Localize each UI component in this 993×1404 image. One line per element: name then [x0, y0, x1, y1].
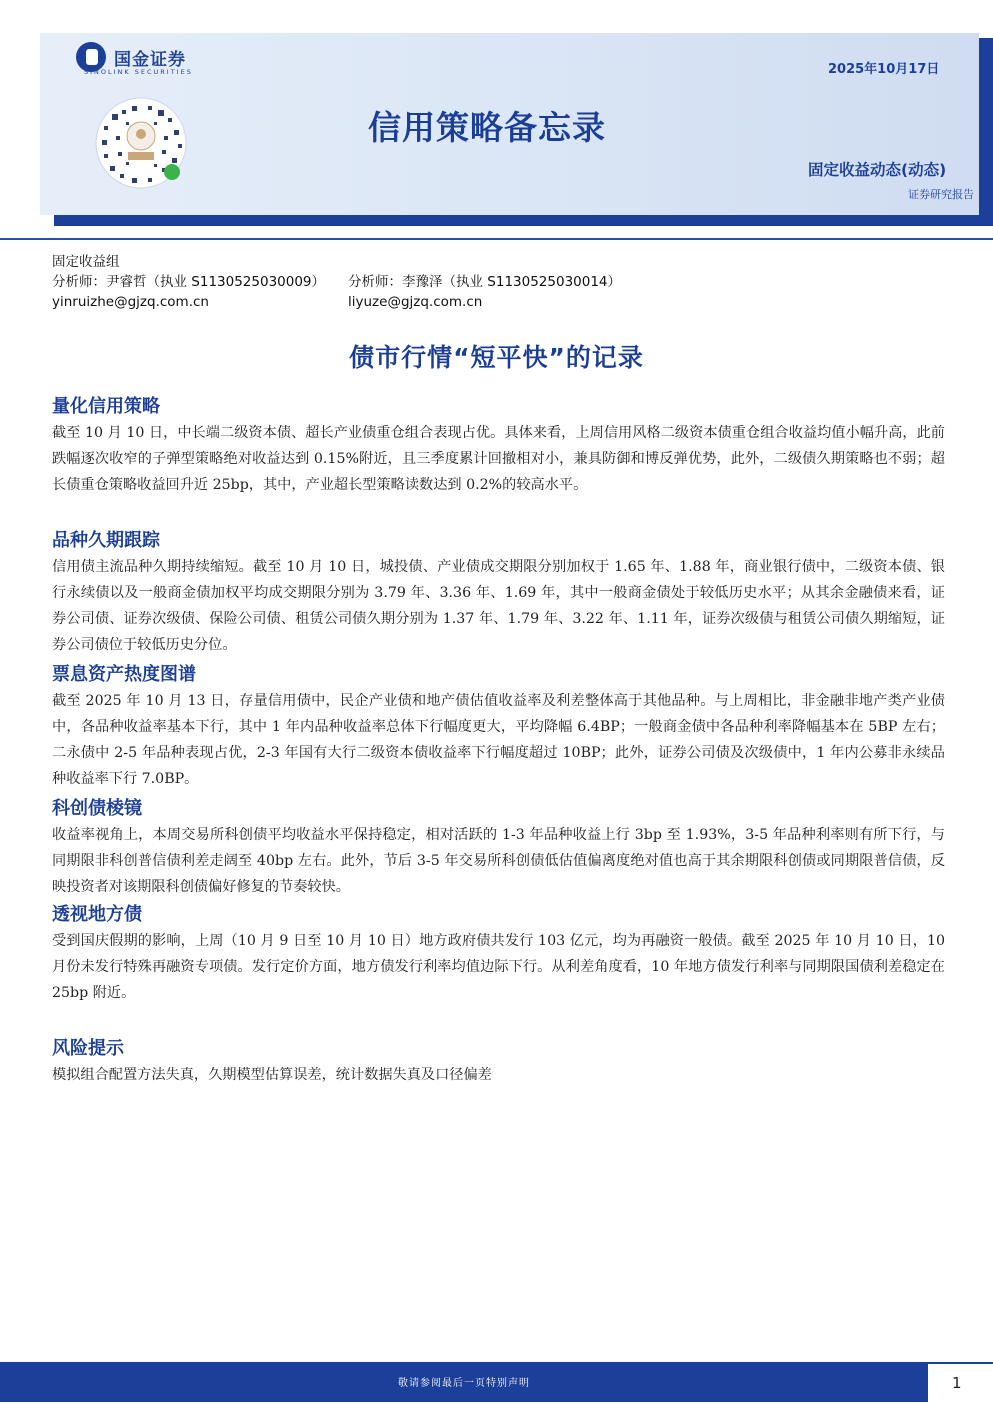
header-rule — [0, 238, 993, 240]
report-type: 固定收益动态(动态) — [808, 161, 947, 179]
analyst-2-email[interactable]: liyuze@gjzq.com.cn — [348, 294, 483, 310]
disclaimer-note: 敬请参阅最后一页特别声明 — [398, 1378, 530, 1389]
report-subtype: 证券研究报告 — [908, 188, 974, 201]
section-body: 信用债主流品种久期持续缩短。截至 10 月 10 日，城投债、产业债成交期限分别加权于 1.65 年、1.88 年，商业银行债中，二级资本债、银行永续债以及一般商金债加权平均成交期限分别为 3.79 年、3.36 年、1.69 年，其中一般商金债处于较低历史水平；从其余金融债来看，证券公司债、证券次级债、保险公司债、租赁公司债久期分别为 1.37 年、1.79 年、3.22 年、1.11 年，证券次级债与租赁公司债久期缩短，证券公司债位于较低历史分位。 — [52, 559, 945, 653]
section-heading: 风险提示 — [52, 1038, 124, 1059]
team-name: 固定收益组 — [52, 254, 120, 270]
logo-subtext: SINOLINK SECURITIES — [84, 68, 193, 76]
section-local-gov-bond — [52, 902, 945, 1006]
analyst-1: 分析师：尹睿哲（执业 S1130525030009） — [52, 274, 326, 290]
analyst-1-email[interactable]: yinruizhe@gjzq.com.cn — [52, 294, 209, 310]
section-body: 收益率视角上，本周交易所科创债平均收益水平保持稳定，相对活跃的 1-3 年品种收益上行 3bp 至 1.93%，3-5 年品种利率则有所下行，与同期限非科创普信债利差走阔至 40bp 左右。此外，节后 3-5 年交易所科创债低估值偏离度绝对值也高于其余期限科创债或同期限普信债，反映投资者对该期限科创债偏好修复的节奏较快。 — [52, 827, 945, 895]
section-body: 截至 10 月 10 日，中长端二级资本债、超长产业债重仓组合表现占优。具体来看，上周信用风格二级资本债重仓组合收益均值小幅升高，此前跌幅逐次收窄的子弹型策略绝对收益达到 0.15%附近，且三季度累计回撤相对小，兼具防御和博反弹优势，此外，二级债久期策略也不弱；超长债重仓策略收益回升近 25bp，其中，产业超长型策略读数达到 0.2%的较高水平。 — [52, 425, 945, 493]
page-number: 1 — [952, 1374, 962, 1392]
section-heading: 科创债棱镜 — [52, 798, 142, 819]
section-body: 受到国庆假期的影响，上周（10 月 9 日至 10 月 10 日）地方政府债共发行 103 亿元，均为再融资一般债。截至 2025 年 10 月 10 日，10 月份未发行特殊再融资专项债。发行定价方面，地方债发行利率均值边际下行。从利差角度看，10 年地方债发行利率与同期限国债利差稳定在 25bp 附近。 — [52, 933, 945, 1001]
logo-text: 国金证券 — [114, 49, 186, 70]
section-tech-bond — [52, 796, 945, 900]
section-body: 模拟组合配置方法失真，久期模型估算误差，统计数据失真及口径偏差 — [52, 1067, 492, 1083]
report-date: 2025年10月17日 — [828, 62, 940, 77]
section-heading: 透视地方债 — [52, 904, 142, 925]
section-risk-warning — [52, 1036, 945, 1088]
section-heading: 量化信用策略 — [52, 396, 160, 417]
section-body: 截至 2025 年 10 月 13 日，存量信用债中，民企产业债和地产债估值收益率及利差整体高于其他品种。与上周相比，非金融非地产类产业债中，各品种收益率基本下行，其中 1 年内品种收益率总体下行幅度更大，平均降幅 6.4BP；一般商金债中各品种利率降幅基本在 5BP 左右；二永债中 2-5 年品种表现占优，2-3 年国有大行二级资本债收益率下行幅度超过 10BP；此外，证券公司债及次级债中，1 年内公募非永续品种收益率下行 7.0BP。 — [52, 693, 945, 787]
section-coupon-heatmap — [52, 662, 945, 792]
article-title: 债市行情“短平快”的记录 — [349, 343, 644, 372]
section-duration-tracking — [52, 528, 945, 658]
report-title: 信用策略备忘录 — [368, 108, 606, 147]
analyst-2: 分析师：李豫泽（执业 S1130525030014） — [348, 274, 622, 290]
section-heading: 品种久期跟踪 — [52, 530, 160, 551]
section-heading: 票息资产热度图谱 — [52, 664, 196, 685]
section-quant-credit — [52, 394, 945, 498]
qr-code-icon — [92, 96, 194, 190]
